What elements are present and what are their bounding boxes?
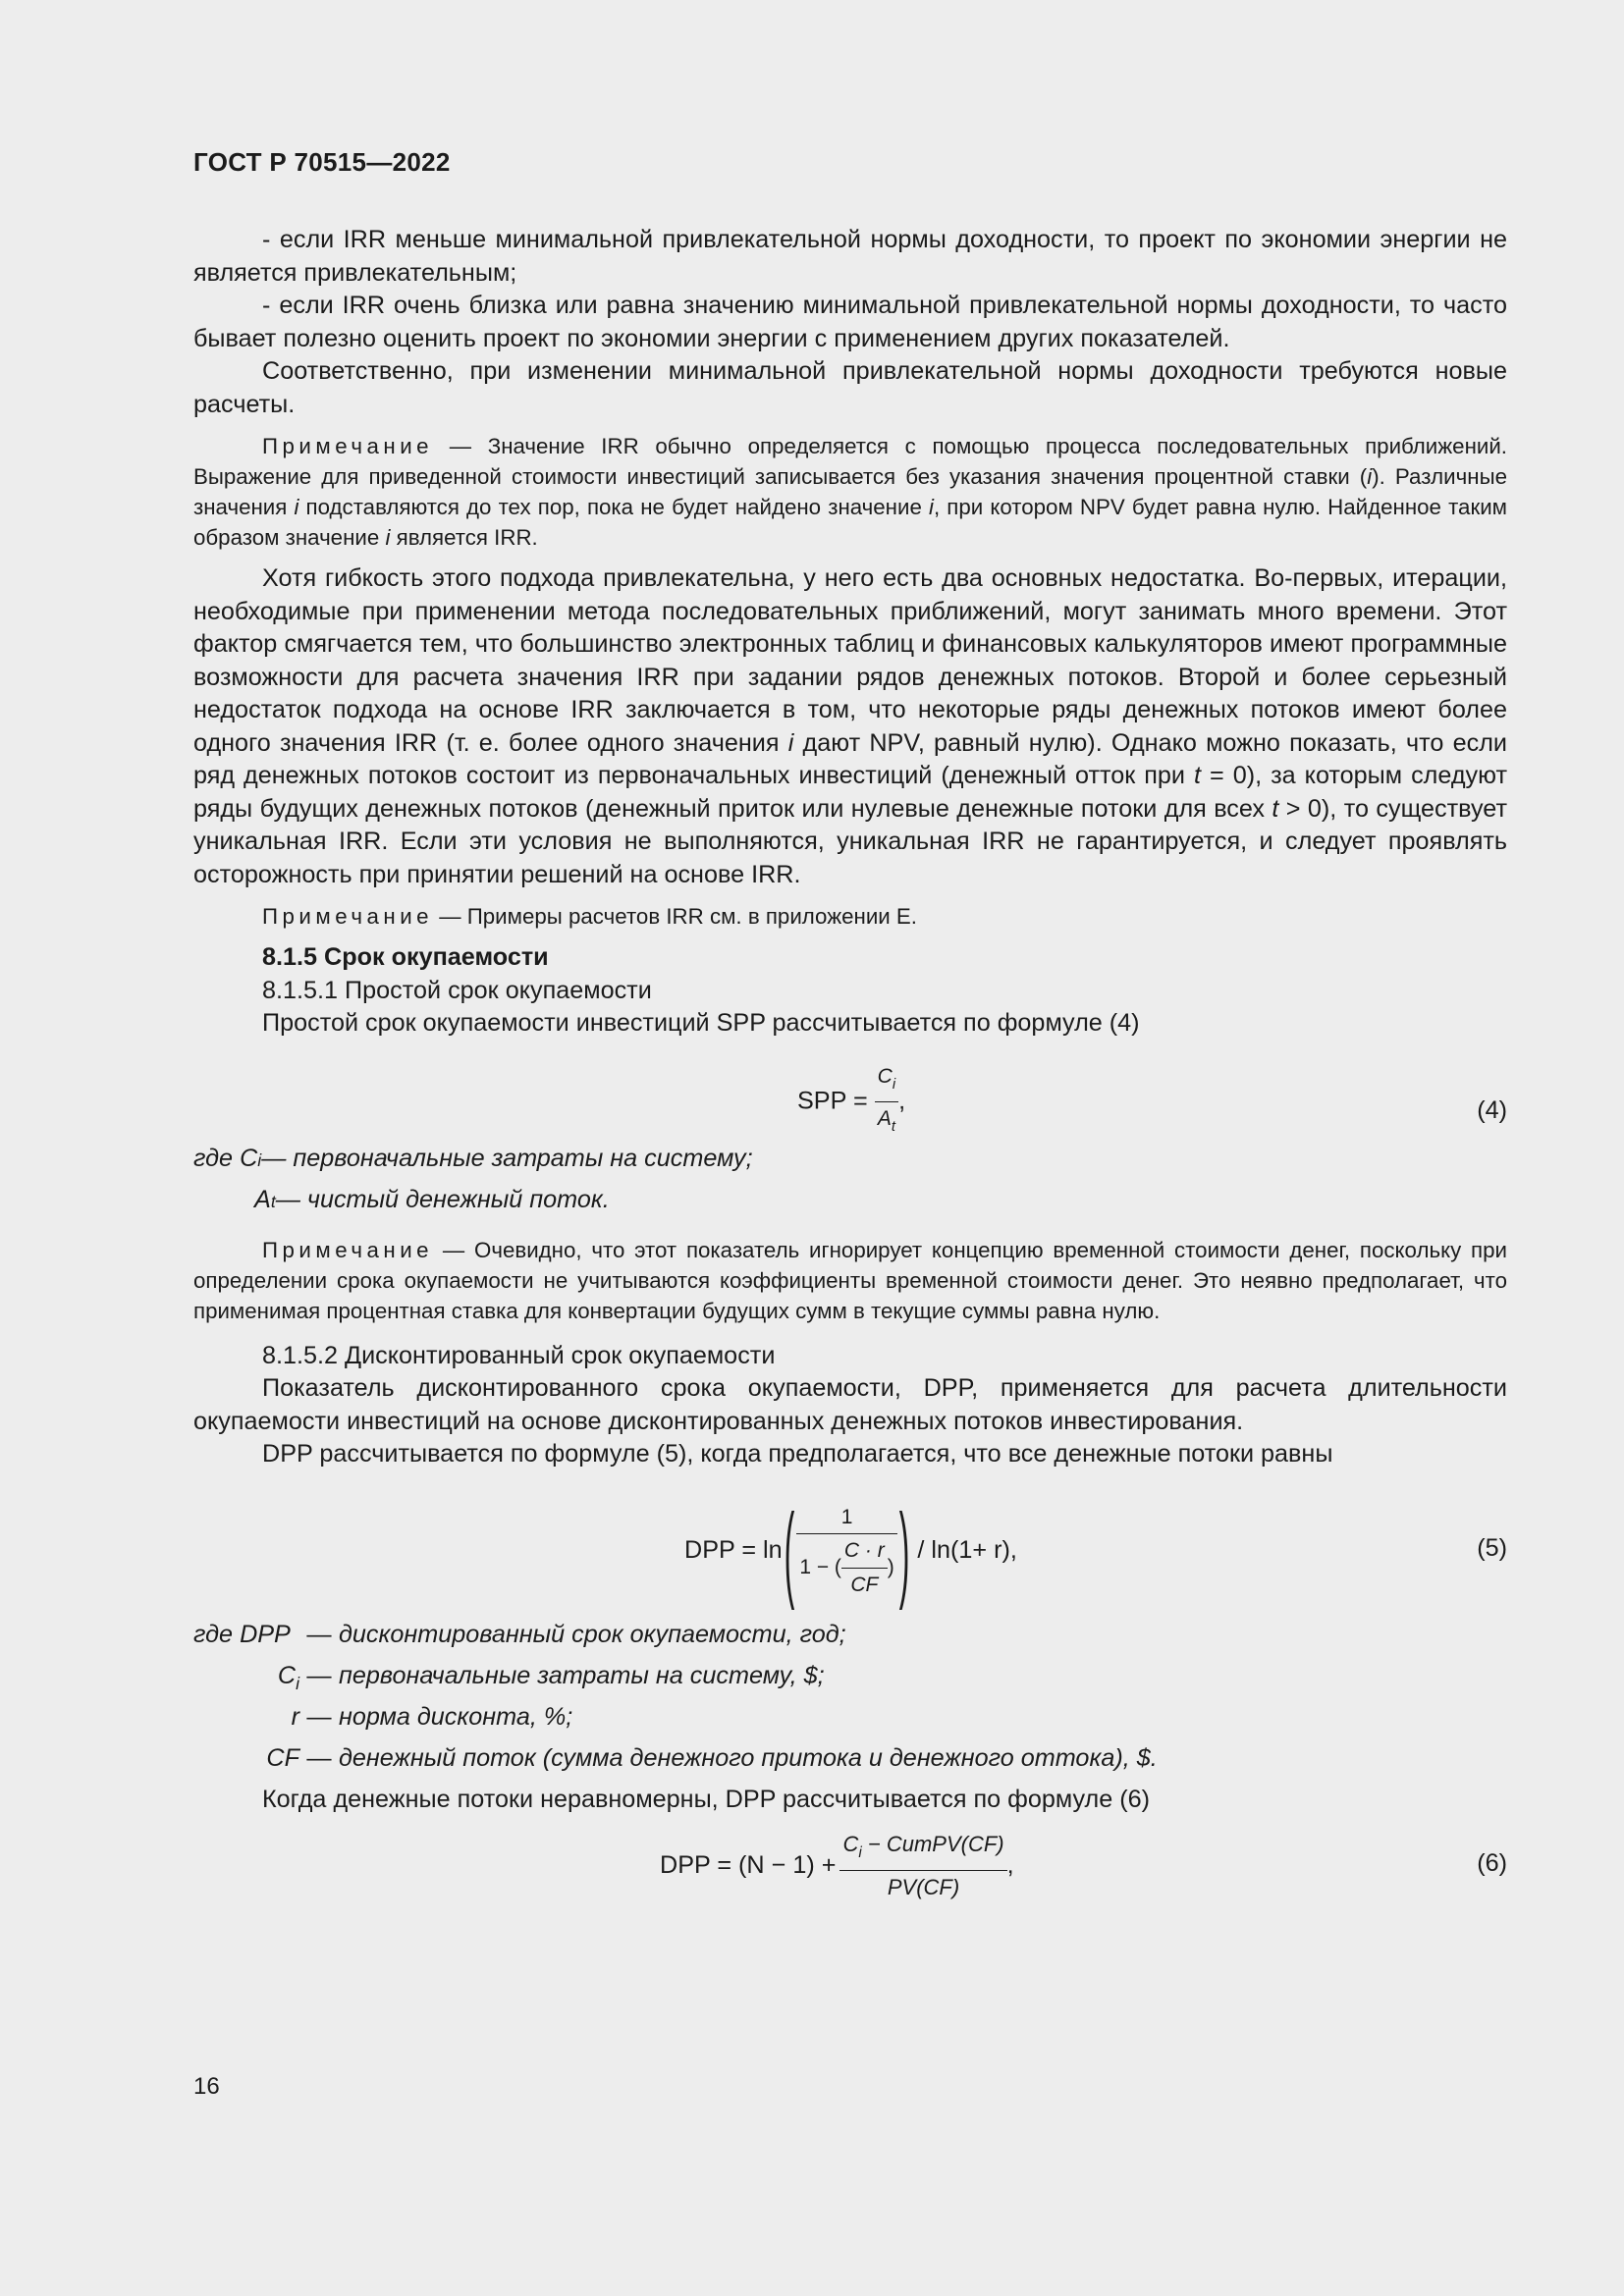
numerator-rest: − CumPV(CF) xyxy=(861,1832,1004,1856)
den-suffix: ) xyxy=(887,1556,894,1579)
note-text: является IRR. xyxy=(390,525,538,550)
dash: — xyxy=(306,1702,332,1731)
where-text: первоначальные затраты на систему, $; xyxy=(339,1661,825,1689)
note-label: Примечание xyxy=(262,1237,434,1262)
where-row xyxy=(193,1184,1507,1225)
where-term: CF xyxy=(266,1743,299,1772)
subscript: t xyxy=(270,1191,276,1211)
var-i: i xyxy=(1367,464,1373,489)
section-heading: 8.1.5 Срок окупаемости xyxy=(262,943,549,971)
where-text: — чистый денежный поток. xyxy=(275,1185,610,1213)
numerator xyxy=(875,1060,898,1103)
text: Хотя гибкость этого подхода привлекательна, у него есть два основных недостатка. Во-первых, итерации, необходимые при применении метода последовательных приближений, могут занимать много времени. Этот фактор смягчается тем, что большинство электронных таблиц и финансовых калькуляторов имеют программные возможности для расчета значения IRR при задании рядов денежных потоков. Второй и более серьезный недостаток подхода на основе IRR заключается в том, что некоторые ряды денежных потоков имеют более одного значения IRR (т. е. более одного значения xyxy=(193,564,1507,757)
den-prefix: 1 − ( xyxy=(799,1556,841,1579)
where-term: A xyxy=(254,1185,271,1213)
text: > 0), то существует уникальная IRR. Если эти условия не выполняются, уникальная IRR не гарантируется, и следует проявлять осторожность при принятии решений на основе IRR. xyxy=(193,794,1507,888)
var-c: C xyxy=(877,1064,893,1088)
formula-lhs: SPP = xyxy=(797,1087,868,1115)
note-text: — Значение IRR обычно определяется с помощью процесса последовательных приближений. Выражение для приведенной стоимости инвестиций записывается без указания значения процентной ставки ( xyxy=(193,434,1507,489)
subscript: i xyxy=(892,1076,896,1093)
where-text: дисконтированный срок окупаемости, год; xyxy=(339,1620,846,1648)
var-i: i xyxy=(385,525,391,550)
note-label: Примечание xyxy=(262,434,434,458)
formula-lhs: DPP = (N − 1) + xyxy=(660,1850,837,1879)
denominator xyxy=(796,1534,896,1601)
dash: — xyxy=(306,1661,332,1689)
paragraph: - если IRR очень близка или равна значению минимальной привлекательной нормы доходности, то часто бывает полезно оценить проект по экономии энергии с применением других показателей. xyxy=(193,292,1507,352)
note-text: — Очевидно, что этот показатель игнорирует концепцию временной стоимости денег, поскольку при определении срока окупаемости не учитываются коэффициенты временной стоимости денег. Это неявно предполагает, что применимая процентная ставка для конвертации будущих сумм в текущие суммы равна нулю. xyxy=(193,1237,1507,1323)
where-row xyxy=(193,1660,1507,1701)
where-row xyxy=(193,1619,1507,1660)
formula-number: (4) xyxy=(1477,1095,1507,1124)
formula-5 xyxy=(193,1471,1507,1609)
where-row xyxy=(193,1701,1507,1742)
inner-fraction xyxy=(841,1534,888,1601)
fraction xyxy=(796,1501,896,1602)
var-i: i xyxy=(294,495,299,519)
document-body xyxy=(193,224,1507,1904)
where-text: — первоначальные затраты на систему; xyxy=(261,1144,753,1172)
where-term: где C xyxy=(193,1144,258,1172)
note xyxy=(193,901,1507,932)
where-block-2 xyxy=(193,1619,1507,1784)
dash: — xyxy=(306,1743,332,1772)
where-block xyxy=(193,1143,1507,1225)
paragraph: Соответственно, при изменении минимальной привлекательной нормы доходности требуются новые расчеты. xyxy=(193,357,1507,418)
note-text: ). Различные значения xyxy=(193,464,1507,519)
var-i: i xyxy=(787,728,794,757)
denominator: PV(CF) xyxy=(887,1874,960,1899)
formula-number: (5) xyxy=(1477,1533,1507,1562)
paragraph: Показатель дисконтированного срока окупаемости, DPP, применяется для расчета длительности окупаемости инвестиций на основе дисконтированных денежных потоков инвестирования. xyxy=(193,1374,1507,1435)
var-c: C xyxy=(277,1661,297,1689)
numerator xyxy=(839,1828,1006,1871)
where-text: норма дисконта, %; xyxy=(339,1702,573,1731)
note-text: подставляются до тех пор, пока не будет найдено значение xyxy=(298,495,929,519)
formula-tail: , xyxy=(1006,1850,1014,1879)
fraction xyxy=(875,1060,898,1145)
subscript: i xyxy=(257,1149,262,1170)
dash: — xyxy=(306,1620,332,1648)
numerator: 1 xyxy=(796,1501,896,1535)
subscript: i xyxy=(858,1844,862,1861)
where-row xyxy=(193,1143,1507,1184)
inner-numerator: C · r xyxy=(841,1534,888,1569)
page-number: 16 xyxy=(193,2073,220,2100)
formula-6 xyxy=(193,1816,1507,1904)
subscript: i xyxy=(296,1673,299,1693)
paragraph xyxy=(193,562,1507,891)
subsection-heading: 8.1.5.1 Простой срок окупаемости xyxy=(262,976,652,1004)
paragraph: Простой срок окупаемости инвестиций SPP рассчитывается по формуле (4) xyxy=(262,1009,1140,1037)
paragraph: - если IRR меньше минимальной привлекательной нормы доходности, то проект по экономии энергии не является привлекательным; xyxy=(193,226,1507,287)
subsection-heading: 8.1.5.2 Дисконтированный срок окупаемости xyxy=(262,1341,776,1369)
where-term: r xyxy=(291,1702,299,1731)
var-t: t xyxy=(1272,794,1279,823)
where-text: денежный поток (сумма денежного притока и денежного оттока), $. xyxy=(339,1743,1158,1772)
var-c: C xyxy=(842,1832,859,1856)
formula-5-body xyxy=(684,1490,1017,1611)
where-term: где DPP xyxy=(193,1620,291,1648)
note-text: — Примеры расчетов IRR см. в приложении Е. xyxy=(433,904,917,929)
note-label: Примечание xyxy=(262,904,434,929)
denominator xyxy=(875,1102,898,1145)
note xyxy=(193,431,1507,553)
var-a: A xyxy=(877,1107,892,1130)
formula-tail: / ln(1+ r), xyxy=(917,1536,1017,1564)
where-term xyxy=(193,1660,299,1701)
subscript: t xyxy=(891,1119,895,1135)
formula-tail: , xyxy=(898,1087,906,1115)
formula-4-body xyxy=(797,1060,905,1145)
fraction xyxy=(839,1828,1006,1903)
note xyxy=(193,1235,1507,1326)
note-text: , при котором NPV будет равна нулю. Найденное таким образом значение xyxy=(193,495,1507,550)
left-paren: ( xyxy=(784,1490,795,1611)
inner-denominator: CF xyxy=(850,1573,879,1596)
var-i: i xyxy=(929,495,934,519)
where-row xyxy=(193,1742,1507,1784)
formula-lhs: DPP = ln xyxy=(684,1536,783,1564)
paragraph: DPP рассчитывается по формуле (5), когда предполагается, что все денежные потоки равны xyxy=(262,1440,1333,1468)
text: = 0), за которым следуют ряды будущих денежных потоков (денежный приток или нулевые денежные потоки для всех xyxy=(193,762,1507,823)
paragraph: Когда денежные потоки неравномерны, DPP рассчитывается по формуле (6) xyxy=(262,1785,1151,1813)
formula-number: (6) xyxy=(1477,1849,1507,1877)
var-t: t xyxy=(1194,762,1201,789)
right-paren: ) xyxy=(898,1490,910,1611)
document-header: ГОСТ Р 70515—2022 xyxy=(193,147,451,177)
formula-4 xyxy=(193,1041,1507,1139)
text: дают NPV, равный нулю). Однако можно показать, что если ряд денежных потоков состоит из первоначальных инвестиций (денежный отток при xyxy=(193,728,1507,789)
formula-6-body xyxy=(660,1828,1014,1903)
